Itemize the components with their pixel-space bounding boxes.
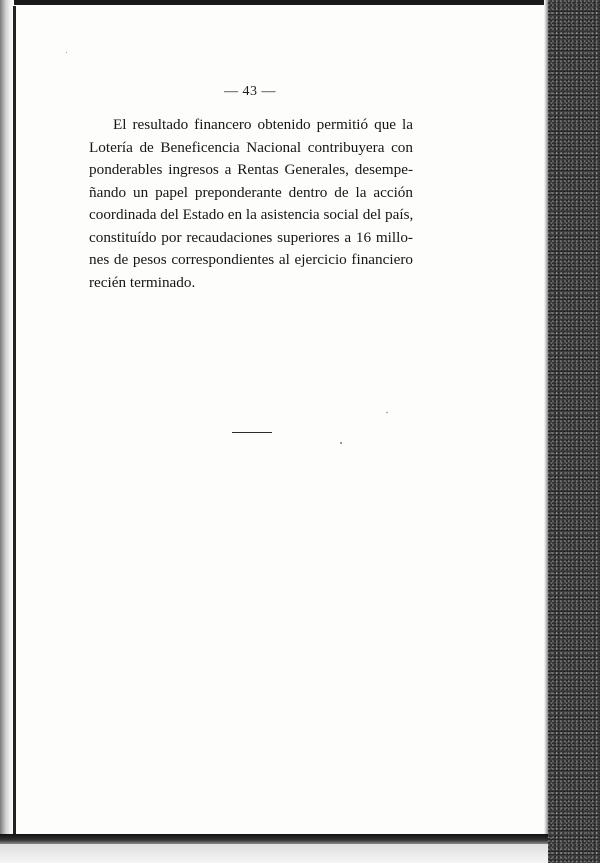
scan-speck (340, 442, 342, 444)
scan-border-bottom (0, 834, 548, 844)
scan-margin-bottom (0, 844, 548, 863)
paragraph-line: nes de pesos correspondientes al ejercicio financiero (89, 251, 413, 268)
paragraph-line: recién terminado. (89, 273, 196, 291)
binding-edge (0, 0, 14, 863)
scan-border-right (548, 0, 600, 863)
paragraph-line: constituído por recaudaciones superiores a 16 millo- (89, 228, 413, 246)
paragraph-line: coordinada del Estado en la asistencia social del país, (89, 206, 414, 223)
closing-rule (232, 432, 272, 433)
paragraph-line: ñando un papel preponderante dentro de la acción (89, 183, 413, 201)
page-number: — 43 — (224, 84, 276, 99)
scan-border-left (13, 6, 16, 834)
paragraph-line: ponderables ingresos a Rentas Generales, desempe- (89, 161, 413, 178)
scan-speck (66, 52, 67, 53)
body-paragraph (89, 114, 413, 294)
paragraph-line: Lotería de Beneficencia Nacional contribuyera con (89, 138, 413, 156)
scan-border-top (0, 0, 548, 5)
paragraph-line: El resultado financero obtenido permitió que la (113, 116, 413, 133)
scan-speck (386, 412, 388, 414)
